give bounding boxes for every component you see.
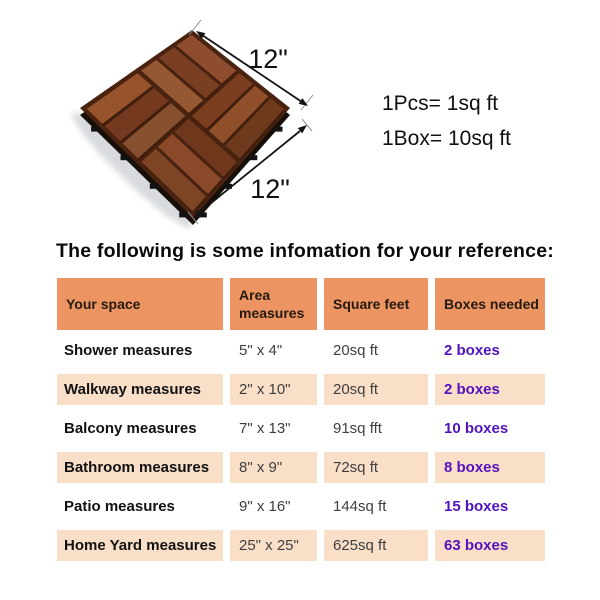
cell-boxes-needed: 63 boxes [435, 530, 545, 561]
table-row [57, 413, 545, 444]
notes-block [382, 93, 511, 150]
table-row [57, 530, 545, 561]
interlock-clip [248, 155, 257, 160]
col-header-square-feet: Square feet [324, 278, 428, 330]
interlock-clip [121, 155, 130, 160]
cell-square-feet: 20sq ft [333, 342, 379, 359]
cell-area-measures: 9" x 16" [239, 498, 291, 515]
col-header-area-measures: Area measures [230, 278, 317, 330]
table-body [57, 335, 545, 561]
cell-area-measures: 5" x 4" [239, 342, 283, 359]
dimension-label-top: 12" [248, 44, 288, 74]
interlock-clip [274, 127, 283, 132]
pcs-note: 1Pcs= 1sq ft [382, 92, 499, 115]
dimension-label-bottom: 12" [250, 174, 290, 204]
tile-illustration [40, 10, 340, 238]
cell-your-space: Home Yard measures [57, 530, 223, 561]
col-header-your-space: Your space [57, 278, 223, 330]
cell-your-space: Balcony measures [64, 420, 197, 437]
cell-boxes-needed: 2 boxes [444, 342, 500, 359]
cell-square-feet: 72sq ft [324, 452, 428, 483]
table-header-row [57, 278, 545, 330]
cell-your-space: Patio measures [64, 498, 175, 515]
interlock-clip [150, 184, 159, 189]
box-note: 1Box= 10sq ft [382, 127, 512, 150]
cell-your-space: Shower measures [64, 342, 193, 359]
table-row [57, 491, 545, 522]
interlock-clip [179, 212, 188, 217]
interlock-clip [91, 127, 100, 132]
cell-square-feet: 625sq ft [324, 530, 428, 561]
cell-your-space: Bathroom measures [57, 452, 223, 483]
reference-table [57, 278, 545, 561]
cell-area-measures: 25" x 25" [230, 530, 317, 561]
cell-your-space: Walkway measures [57, 374, 223, 405]
cell-boxes-needed: 2 boxes [435, 374, 545, 405]
cell-boxes-needed: 15 boxes [444, 498, 509, 515]
cell-area-measures: 7" x 13" [239, 420, 291, 437]
cell-boxes-needed: 10 boxes [444, 420, 509, 437]
cell-boxes-needed: 8 boxes [435, 452, 545, 483]
cell-area-measures: 8" x 9" [230, 452, 317, 483]
table-row [57, 452, 545, 483]
cell-square-feet: 91sq fft [333, 420, 382, 437]
table-row [57, 335, 545, 366]
col-header-boxes-needed: Boxes needed [435, 278, 545, 330]
table-row [57, 374, 545, 405]
cell-square-feet: 20sq ft [324, 374, 428, 405]
section-heading: The following is some infomation for your reference: [56, 240, 554, 262]
cell-square-feet: 144sq ft [333, 498, 387, 515]
cell-area-measures: 2" x 10" [230, 374, 317, 405]
